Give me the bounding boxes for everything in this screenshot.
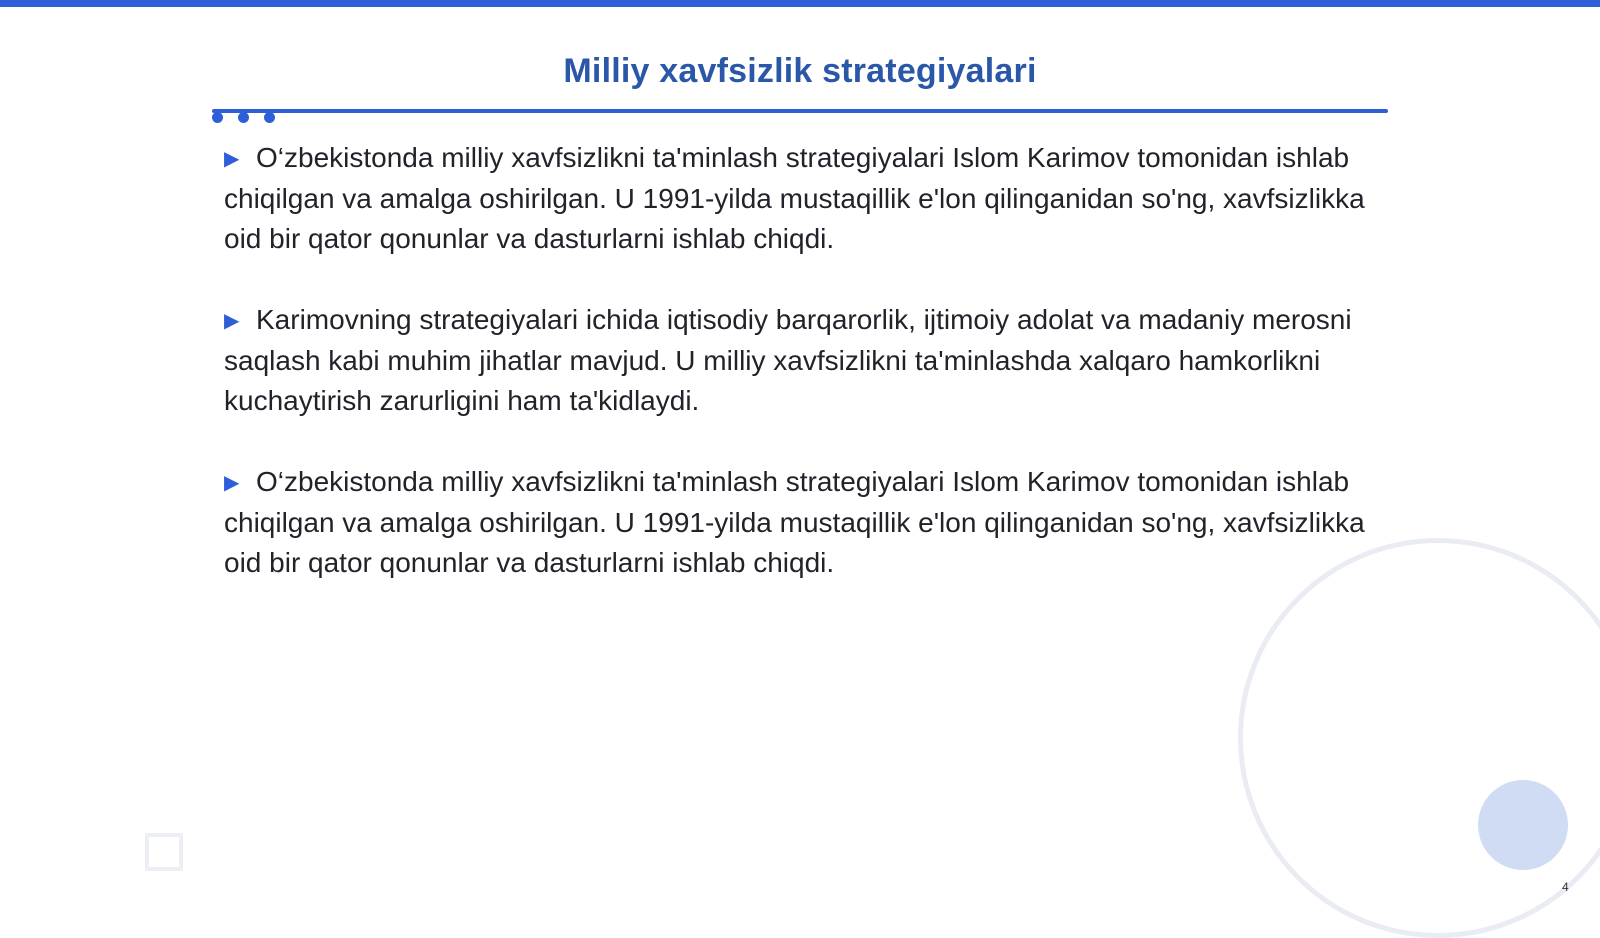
decor-dot bbox=[238, 112, 249, 123]
bullet-item bbox=[224, 462, 1384, 583]
bullet-text: Karimovning strategiyalari ichida iqtisodiy barqarorlik, ijtimoiy adolat va madaniy merosni saqlash kabi muhim jihatlar mavjud. U milliy xavfsizlikni ta'minlashda xalqaro hamkorlikni kuchaytirish zarurligini ham ta'kidlaydi. bbox=[224, 304, 1352, 416]
decor-dot bbox=[264, 112, 275, 123]
page-number: 4 bbox=[1562, 880, 1569, 894]
bullet-text: O‘zbekistonda milliy xavfsizlikni ta'minlash strategiyalari Islom Karimov tomonidan ishlab chiqilgan va amalga oshirilgan. U 1991-yilda mustaqillik e'lon qilinganidan so'ng, xavfsizlikka oid bir qator qonunlar va dasturlarni ishlab chiqdi. bbox=[224, 466, 1365, 578]
decor-circle bbox=[1478, 780, 1568, 870]
slide-title: Milliy xavfsizlik strategiyalari bbox=[563, 52, 1037, 90]
decor-dot bbox=[212, 112, 223, 123]
bullet-list bbox=[224, 138, 1384, 624]
top-accent-bar bbox=[0, 0, 1600, 7]
triangle-right-icon: ▶ bbox=[224, 472, 240, 494]
title-underline bbox=[212, 109, 1388, 113]
decor-square bbox=[145, 833, 183, 871]
bullet-text: O‘zbekistonda milliy xavfsizlikni ta'minlash strategiyalari Islom Karimov tomonidan ishlab chiqilgan va amalga oshirilgan. U 1991-yilda mustaqillik e'lon qilinganidan so'ng, xavfsizlikka oid bir qator qonunlar va dasturlarni ishlab chiqdi. bbox=[224, 142, 1365, 254]
triangle-right-icon: ▶ bbox=[224, 310, 240, 332]
bullet-item bbox=[224, 138, 1384, 259]
title-dots-decoration bbox=[212, 112, 282, 126]
bullet-item bbox=[224, 300, 1384, 421]
triangle-right-icon: ▶ bbox=[224, 148, 240, 170]
